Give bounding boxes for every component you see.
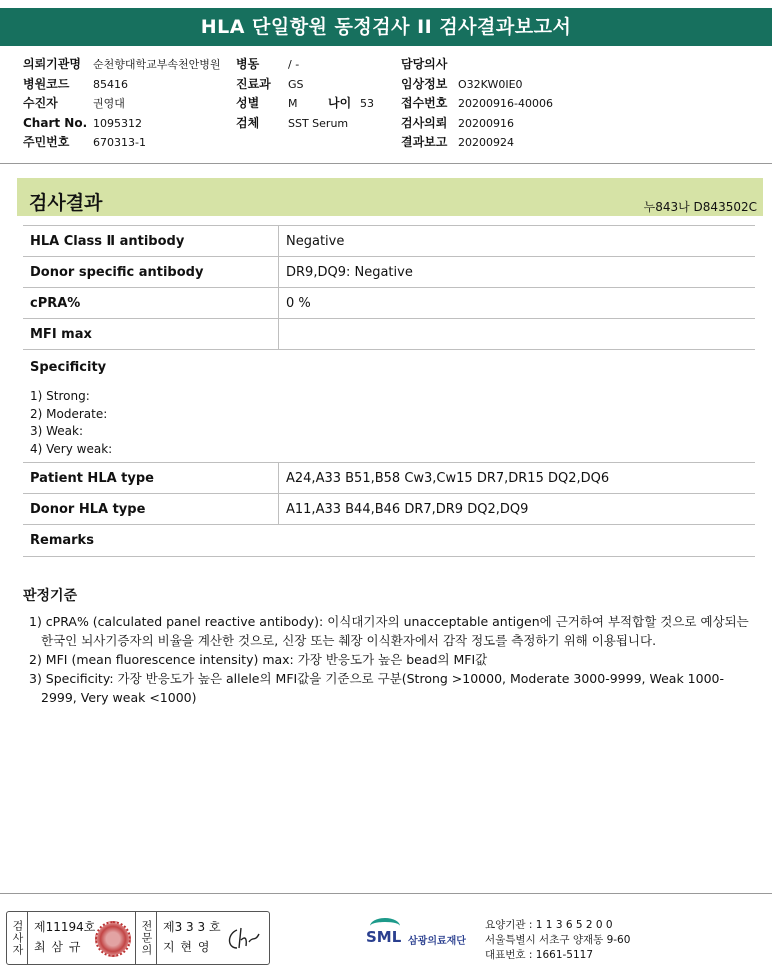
remarks-label: Remarks	[23, 525, 755, 557]
examiner-label-cell	[7, 912, 28, 964]
specialist-signature-icon	[223, 924, 263, 954]
result-value: DR9,DQ9: Negative	[279, 257, 756, 288]
specificity-moderate: 2) Moderate:	[30, 406, 108, 421]
examiner-label: 검사자	[11, 920, 24, 956]
sml-logo	[366, 918, 476, 958]
table-row	[23, 226, 755, 257]
examiner-seal-icon	[95, 921, 131, 957]
table-row	[23, 494, 755, 525]
org-line2: 서울특별시 서초구 양재동 9-60	[485, 934, 631, 946]
info-left	[23, 55, 221, 153]
donor-hla-key: Donor HLA type	[23, 494, 279, 525]
label-report-date: 결과보고	[401, 135, 448, 150]
specificity-row	[23, 350, 755, 463]
label-request-date: 검사의뢰	[401, 115, 448, 130]
value-report-date: 20200924	[458, 136, 514, 150]
result-value	[279, 319, 756, 350]
criteria-title: 판정기준	[23, 588, 78, 604]
result-value: 0 %	[279, 288, 756, 319]
org-info	[485, 918, 630, 963]
value-request-date: 20200916	[458, 116, 514, 130]
table-row	[23, 463, 755, 494]
value-resident-no: 670313-1	[93, 136, 146, 150]
result-key: HLA Class Ⅱ antibody	[23, 226, 279, 257]
label-clinical-info: 임상정보	[401, 76, 448, 91]
label-patient: 수진자	[23, 96, 58, 111]
criteria-item-specificity: 3) Specificity: 가장 반응도가 높은 allele의 MFI값을 기준으로 구분(Strong >10000, Moderate 3000-9999, Weak 1000-2999, Very weak <1000)	[29, 671, 724, 705]
value-receipt-no: 20200916-40006	[458, 97, 553, 111]
section-code: 누843나 D843502C	[643, 200, 757, 214]
label-department: 진료과	[236, 76, 271, 91]
examiner-license: 제11194호	[34, 920, 96, 934]
value-department: GS	[288, 77, 304, 91]
value-clinical-info: O32KW0IE0	[458, 77, 523, 91]
value-specimen: SST Serum	[288, 116, 349, 130]
report-title: HLA 단일항원 동정검사 II 검사결과보고서	[0, 8, 772, 46]
section-title: 검사결과	[29, 192, 103, 214]
donor-hla-value: A11,A33 B44,B46 DR7,DR9 DQ2,DQ9	[279, 494, 756, 525]
label-ward: 병동	[236, 57, 260, 71]
header-divider	[0, 163, 772, 164]
value-chart-no: 1095312	[93, 116, 142, 130]
specialist-license: 제3 3 3 호	[163, 920, 221, 934]
table-row	[23, 288, 755, 319]
examiner-name: 최 삼 규	[34, 940, 82, 954]
result-key: cPRA%	[23, 288, 279, 319]
label-chart-no: Chart No.	[23, 115, 88, 130]
result-value: Negative	[279, 226, 756, 257]
logo-name: 삼광의료재단	[408, 936, 466, 947]
results-table	[23, 225, 755, 557]
table-row	[23, 319, 755, 350]
specificity-strong: 1) Strong:	[30, 389, 90, 403]
value-ward: / -	[288, 58, 300, 71]
specificity-very-weak: 4) Very weak:	[30, 441, 113, 456]
label-hospital-code: 병원코드	[23, 76, 70, 91]
value-sex: M	[288, 97, 298, 111]
patient-hla-value: A24,A33 B51,B58 Cw3,Cw15 DR7,DR15 DQ2,DQ6	[279, 463, 756, 494]
signature-box	[6, 911, 270, 965]
label-receipt-no: 접수번호	[401, 96, 448, 111]
label-specimen: 검체	[236, 115, 260, 130]
value-institution: 순천향대학교부속천안병원	[93, 58, 221, 71]
org-line1: 요양기관 : 1 1 3 6 5 2 0 0	[485, 919, 613, 931]
specificity-cell	[23, 350, 755, 463]
value-patient: 권영대	[93, 97, 125, 111]
org-line3: 대표번호 : 1661-5117	[485, 949, 594, 961]
info-right	[401, 55, 553, 153]
remarks-row	[23, 525, 755, 557]
specificity-title: Specificity	[30, 360, 107, 375]
specificity-weak: 3) Weak:	[30, 424, 84, 438]
label-age: 나이	[328, 96, 352, 111]
footer-divider	[0, 893, 772, 894]
label-institution: 의뢰기관명	[23, 57, 81, 71]
label-sex: 성별	[236, 96, 260, 111]
info-middle	[236, 55, 374, 133]
value-hospital-code: 85416	[93, 77, 128, 91]
logo-text: SML	[366, 928, 402, 946]
specialist-label-cell	[135, 912, 157, 964]
label-doctor: 담당의사	[401, 57, 448, 71]
results-section-header	[17, 178, 763, 216]
result-key: Donor specific antibody	[23, 257, 279, 288]
patient-hla-key: Patient HLA type	[23, 463, 279, 494]
table-row	[23, 257, 755, 288]
specialist-label: 전문의	[140, 920, 153, 956]
value-age: 53	[360, 97, 374, 111]
result-key: MFI max	[23, 319, 279, 350]
label-resident-no: 주민번호	[23, 135, 70, 150]
specialist-name: 지 현 영	[163, 940, 211, 954]
criteria-list	[29, 612, 749, 707]
criteria-item-mfi: 2) MFI (mean fluorescence intensity) max: 가장 반응도가 높은 bead의 MFI값	[29, 652, 488, 667]
criteria-item-cpra: 1) cPRA% (calculated panel reactive antibody): 이식대기자의 unacceptable antigen에 근거하여 부적합할 것으로 예상되는 한국인 뇌사기증자의 비율을 계산한 것으로, 신장 또는 췌장 이식환자에서 감작 정도를 측정하기 위해 이용됩니다.	[29, 614, 749, 648]
